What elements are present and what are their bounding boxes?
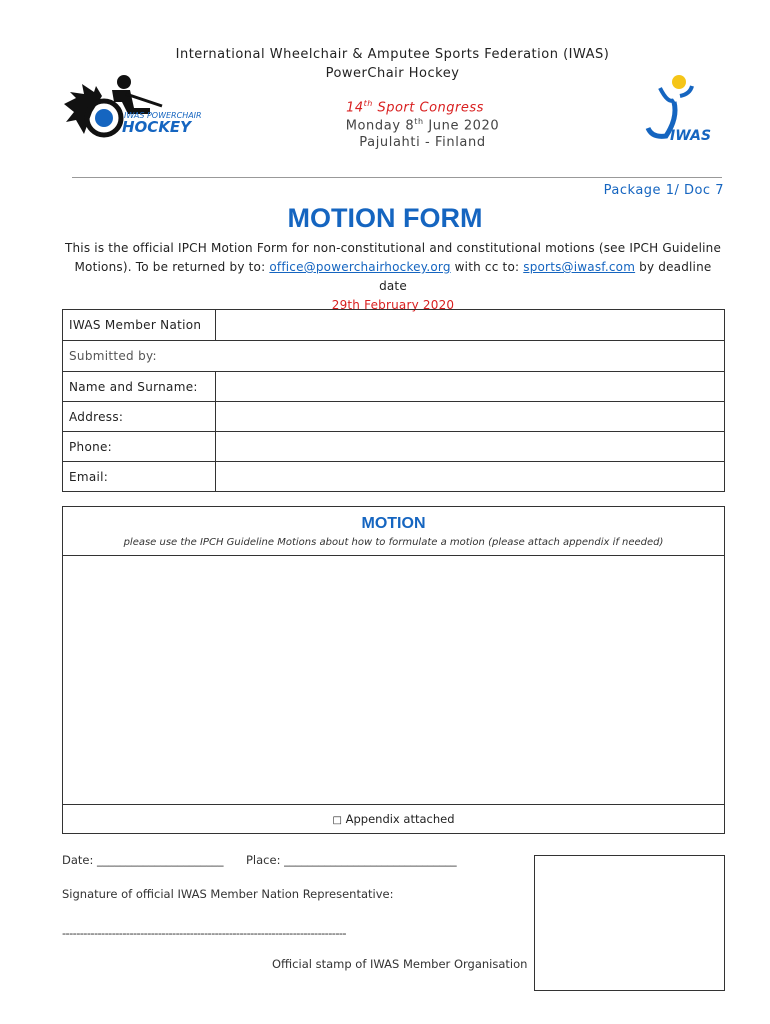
intro-part1: This is the official IPCH Motion Form for non-constitutional and constitutional motions (see IPCH Guideline Motions). To be returned by to: bbox=[64, 241, 722, 274]
powerchair-hockey-logo bbox=[62, 72, 217, 144]
date-pre: Monday 8 bbox=[345, 118, 415, 134]
email-label: Email: bbox=[63, 462, 216, 492]
header-divider bbox=[72, 177, 722, 178]
logo-left-text2: HOCKEY bbox=[122, 118, 192, 136]
intro-text bbox=[62, 239, 724, 315]
member-info-table bbox=[62, 309, 725, 492]
logo-right-text: IWAS bbox=[670, 128, 712, 144]
signature-line[interactable]: -------------------------------------------------------------------------------- bbox=[62, 926, 346, 940]
congress-rest: Sport Congress bbox=[372, 100, 484, 116]
date-line[interactable]: Date: ______________________ bbox=[62, 853, 224, 867]
office-email-link[interactable]: office@powerchairhockey.org bbox=[269, 260, 451, 274]
appendix-label: Appendix attached bbox=[341, 812, 455, 826]
date-sup: th bbox=[414, 117, 424, 126]
address-label: Address: bbox=[63, 402, 216, 432]
sports-email-link[interactable]: sports@iwasf.com bbox=[523, 260, 636, 274]
motion-text-area[interactable] bbox=[63, 556, 724, 805]
congress-number: 14 bbox=[346, 100, 364, 116]
header-powerchair-hockey: PowerChair Hockey bbox=[325, 66, 460, 81]
motion-title: MOTION bbox=[361, 515, 426, 532]
phone-field[interactable] bbox=[216, 432, 725, 462]
signature-label: Signature of official IWAS Member Nation Representative: bbox=[62, 887, 394, 901]
motion-subtitle: please use the IPCH Guideline Motions about how to formulate a motion (please attach appendix if needed) bbox=[123, 537, 664, 548]
intro-part2: with cc to: bbox=[450, 260, 524, 274]
motion-box bbox=[62, 506, 725, 834]
appendix-row bbox=[63, 805, 724, 826]
congress-location: Pajulahti - Finland bbox=[359, 135, 486, 150]
package-label: Package 1/ Doc 7 bbox=[603, 183, 724, 198]
appendix-checkbox[interactable]: □ bbox=[332, 815, 342, 826]
member-nation-label: IWAS Member Nation bbox=[63, 310, 216, 341]
congress-sup: th bbox=[363, 99, 373, 108]
deadline-date: 29th February 2020 bbox=[331, 298, 455, 312]
place-line[interactable]: Place: ______________________________ bbox=[246, 853, 457, 867]
stamp-label: Official stamp of IWAS Member Organisation bbox=[272, 957, 528, 971]
address-field[interactable] bbox=[216, 402, 725, 432]
name-field[interactable] bbox=[216, 372, 725, 402]
page-title: MOTION FORM bbox=[287, 203, 483, 233]
motion-header bbox=[63, 507, 724, 556]
stamp-box[interactable] bbox=[534, 855, 725, 991]
logo-left-text1: IWAS POWERCHAIR bbox=[124, 111, 202, 120]
email-field[interactable] bbox=[216, 462, 725, 492]
intro-part3: by deadline date bbox=[379, 260, 712, 293]
submitted-by-label: Submitted by: bbox=[63, 341, 725, 372]
iwas-logo bbox=[644, 74, 720, 146]
phone-label: Phone: bbox=[63, 432, 216, 462]
name-label: Name and Surname: bbox=[63, 372, 216, 402]
header-federation: International Wheelchair & Amputee Sports Federation (IWAS) bbox=[175, 47, 610, 62]
date-post: June 2020 bbox=[423, 118, 500, 134]
member-nation-field[interactable] bbox=[216, 310, 725, 341]
